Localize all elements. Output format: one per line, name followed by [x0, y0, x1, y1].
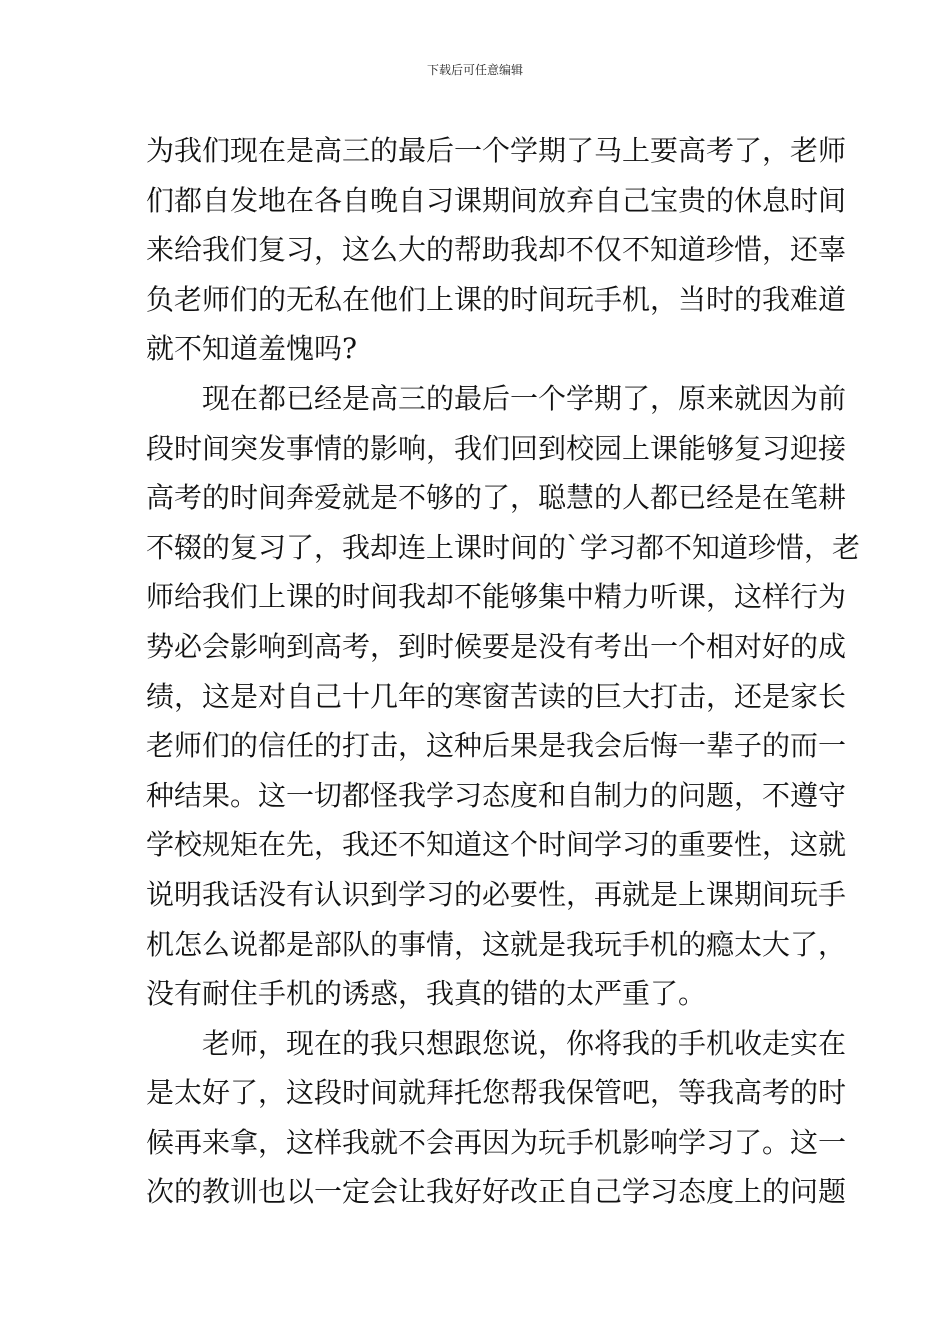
- page-header: 下载后可任意编辑: [426, 63, 523, 77]
- text-line: 说明我话没有认识到学习的必要性，再就是上课期间玩手: [146, 877, 847, 911]
- text-line: 段时间突发事情的影响，我们回到校园上课能够复习迎接: [146, 431, 847, 465]
- paragraph-3: [146, 1019, 847, 1217]
- text-line: 学校规矩在先，我还不知道这个时间学习的重要性，这就: [146, 828, 847, 862]
- text-line: 老师，现在的我只想跟您说，你将我的手机收走实在: [202, 1026, 847, 1060]
- text-line: 候再来拿，这样我就不会再因为玩手机影响学习了。这一: [146, 1125, 847, 1159]
- text-line: 没有耐住手机的诱惑，我真的错的太严重了。: [146, 977, 707, 1011]
- text-line: 为我们现在是高三的最后一个学期了马上要高考了，老师: [146, 134, 847, 167]
- text-line: 师给我们上课的时间我却不能够集中精力听课，这样行为: [146, 580, 847, 614]
- text-line: 种结果。这一切都怪我学习态度和自制力的问题，不遵守: [146, 778, 847, 812]
- text-line: 次的教训也以一定会让我好好改正自己学习态度上的问题: [146, 1175, 847, 1209]
- paragraph-1: [146, 126, 847, 374]
- text-line: 来给我们复习，这么大的帮助我却不仅不知道珍惜，还辜: [146, 233, 847, 267]
- text-line: 绩，这是对自己十几年的寒窗苦读的巨大打击，还是家长: [146, 679, 847, 713]
- text-line: 现在都已经是高三的最后一个学期了，原来就因为前: [202, 381, 847, 415]
- text-line: 们都自发地在各自晚自习课期间放弃自己宝贵的休息时间: [146, 183, 847, 217]
- text-line: 势必会影响到高考，到时候要是没有考出一个相对好的成: [146, 629, 847, 663]
- text-line: 不辍的复习了，我却连上课时间的`学习都不知道珍惜，老: [146, 530, 861, 564]
- text-line: 就不知道羞愧吗?: [146, 332, 358, 366]
- document-body: [146, 126, 861, 1217]
- text-line: 机怎么说都是部队的事情，这就是我玩手机的瘾太大了，: [146, 927, 847, 961]
- text-line: 老师们的信任的打击，这种后果是我会后悔一辈子的而一: [146, 729, 847, 763]
- text-line: 高考的时间奔爱就是不够的了，聪慧的人都已经是在笔耕: [146, 481, 847, 515]
- text-line: 负老师们的无私在他们上课的时间玩手机，当时的我难道: [146, 282, 847, 316]
- paragraph-2: [146, 374, 861, 1019]
- text-line: 是太好了，这段时间就拜托您帮我保管吧，等我高考的时: [146, 1076, 847, 1110]
